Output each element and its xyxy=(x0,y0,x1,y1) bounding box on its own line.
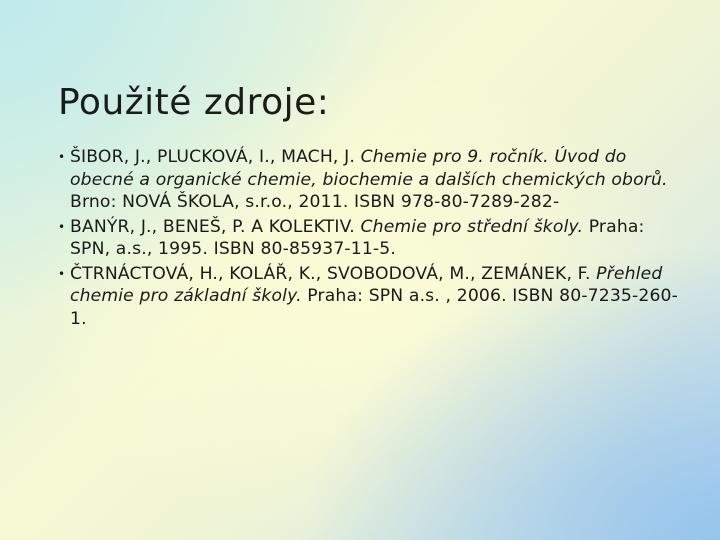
reference-publisher: Praha: SPN, a.s., 1995. ISBN 80-85937-11-5. xyxy=(70,216,645,259)
reference-item xyxy=(58,146,678,214)
reference-title: Chemie pro 9. ročník. Úvod do obecné a organické chemie, biochemie a dalších chemických oborů. xyxy=(70,147,668,190)
reference-title: Přehled chemie pro základní školy. xyxy=(70,263,663,306)
reference-publisher: Praha: SPN a.s. , 2006. ISBN 80-7235-260-1. xyxy=(70,286,678,329)
reference-title: Chemie pro střední školy. xyxy=(360,216,584,237)
reference-publisher: Brno: NOVÁ ŠKOLA, s.r.o., 2011. ISBN 978-80-7289-282- xyxy=(70,192,560,212)
bullet-icon: • xyxy=(58,219,66,234)
bullet-icon: • xyxy=(58,266,66,281)
bullet-icon: • xyxy=(58,150,66,164)
reference-item xyxy=(58,263,678,331)
slide-title: Použité zdroje: xyxy=(58,82,330,124)
reference-item xyxy=(58,216,678,261)
reference-authors: ŠIBOR, J., PLUCKOVÁ, I., MACH, J. xyxy=(70,147,361,167)
reference-authors: BANÝR, J., BENEŠ, P. A KOLEKTIV. xyxy=(70,216,361,237)
reference-authors: ČTRNÁCTOVÁ, H., KOLÁŘ, K., SVOBODOVÁ, M., ZEMÁNEK, F. xyxy=(70,263,597,284)
reference-list xyxy=(58,146,678,332)
